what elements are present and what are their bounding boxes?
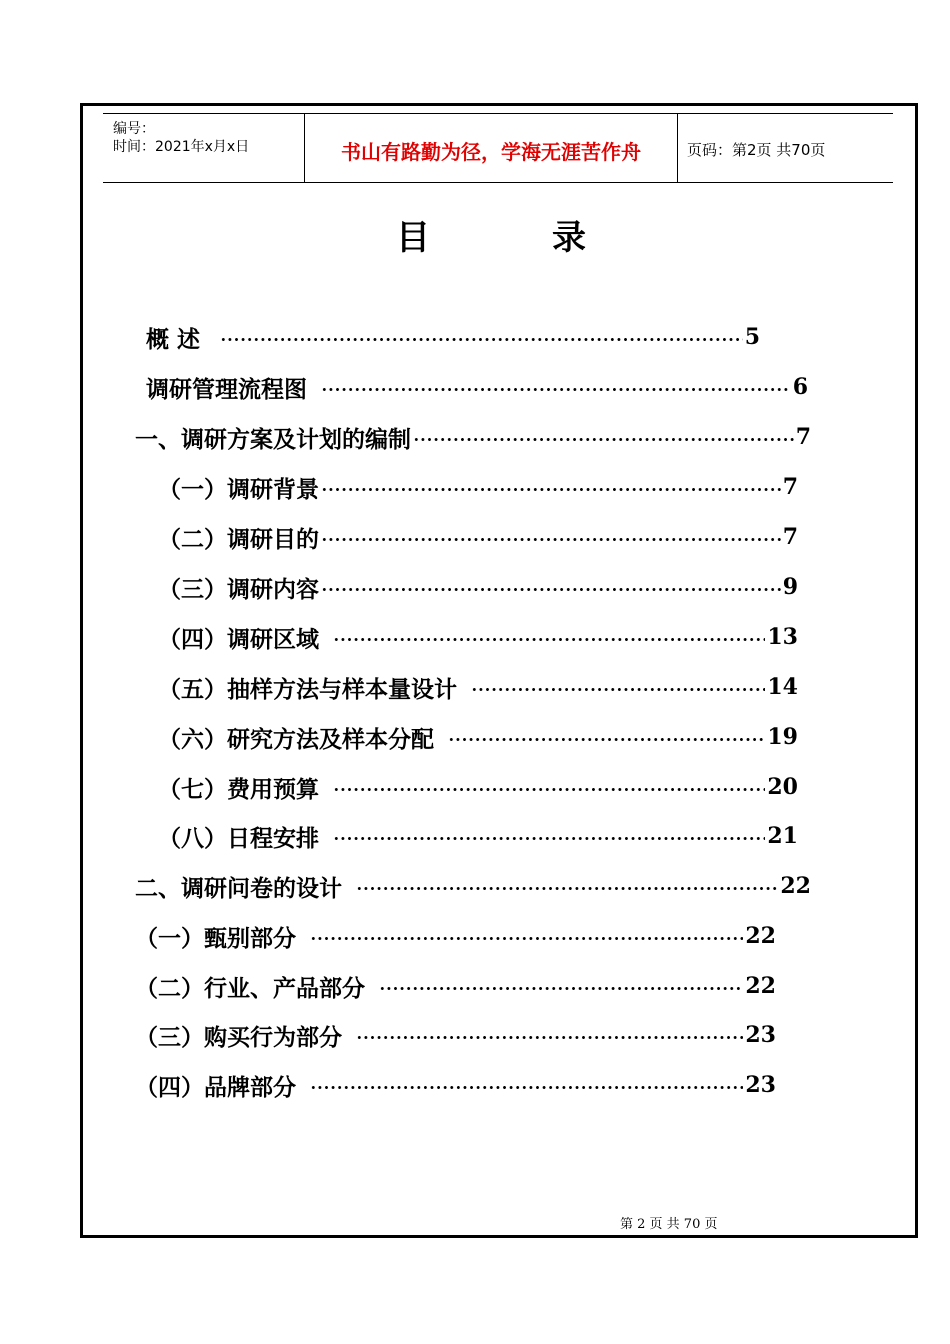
toc-entry-label: 二、调研问卷的设计	[135, 875, 342, 902]
toc-entry[interactable]	[158, 471, 798, 503]
toc-leader-dots	[310, 937, 743, 940]
toc-leader-dots	[413, 438, 794, 441]
toc-entry[interactable]	[146, 321, 760, 353]
toc-entry-label: （二）行业、产品部分	[135, 975, 365, 1002]
toc-entry[interactable]	[135, 920, 776, 952]
toc-leader-dots	[356, 887, 778, 890]
toc-entry-page: 7	[782, 524, 798, 550]
toc-title-char-2: 录	[552, 218, 586, 258]
toc-entry[interactable]	[158, 820, 798, 852]
toc-entry-label: （五）抽样方法与样本量设计	[158, 676, 457, 703]
toc-leader-dots	[220, 338, 743, 341]
header-motto: 书山有路勤为径，学海无涯苦作舟	[341, 140, 641, 164]
toc-entry-label: （二）调研目的	[158, 526, 319, 553]
toc-leader-dots	[379, 987, 743, 990]
toc-entry-page: 22	[745, 923, 776, 949]
toc-entry-page: 19	[767, 724, 798, 750]
toc-entry[interactable]	[135, 1019, 776, 1051]
toc-entry-label: （四）调研区域	[158, 626, 319, 653]
toc-entry[interactable]	[158, 771, 798, 803]
toc-entry-page: 5	[744, 324, 760, 350]
toc-entry-page: 9	[782, 574, 798, 600]
document-header	[103, 113, 893, 183]
toc-entry-label: 概 述	[146, 326, 201, 353]
toc-entry-page: 13	[767, 624, 798, 650]
toc-entry-page: 14	[767, 674, 798, 700]
toc-entry[interactable]	[146, 371, 808, 403]
toc-entry[interactable]	[135, 970, 776, 1002]
toc-entry[interactable]	[158, 571, 798, 603]
toc-title-char-1: 目	[396, 218, 430, 258]
toc-leader-dots	[471, 688, 765, 691]
toc-entry[interactable]	[158, 721, 798, 753]
page-footer: 第 2 页 共 70 页	[620, 1217, 718, 1232]
toc-entry-label: （六）研究方法及样本分配	[158, 726, 434, 753]
header-page-info: 页码：第2页 共70页	[687, 141, 826, 159]
toc-entry-page: 7	[795, 424, 811, 450]
toc-leader-dots	[448, 738, 765, 741]
toc-entry-page: 23	[745, 1022, 776, 1048]
document-time-label: 时间：2021年x月x日	[113, 139, 250, 155]
toc-entry-label: （八）日程安排	[158, 825, 319, 852]
toc-leader-dots	[321, 388, 791, 391]
toc-entry[interactable]	[135, 870, 811, 902]
toc-entry[interactable]	[158, 671, 798, 703]
toc-leader-dots	[310, 1086, 743, 1089]
toc-leader-dots	[333, 837, 765, 840]
toc-entry-page: 22	[745, 973, 776, 999]
header-right-cell	[678, 114, 893, 182]
header-middle-cell	[304, 114, 678, 182]
toc-leader-dots	[333, 638, 765, 641]
toc-entry-label: （三）调研内容	[158, 576, 319, 603]
toc-entry[interactable]	[158, 621, 798, 653]
toc-entry-page: 7	[782, 474, 798, 500]
toc-leader-dots	[356, 1036, 743, 1039]
document-number-label: 编号：	[113, 121, 155, 137]
toc-entry-page: 21	[767, 823, 798, 849]
toc-entry-label: 一、调研方案及计划的编制	[135, 426, 411, 453]
toc-entry[interactable]	[135, 421, 811, 453]
toc-entry-page: 20	[767, 774, 798, 800]
toc-entry-label: （一）调研背景	[158, 476, 319, 503]
toc-entry-label: （一）甄别部分	[135, 925, 296, 952]
toc-leader-dots	[333, 788, 765, 791]
toc-entry-label: （七）费用预算	[158, 776, 319, 803]
toc-entry-label: （四）品牌部分	[135, 1074, 296, 1101]
toc-entry-page: 22	[780, 873, 811, 899]
toc-entry[interactable]	[158, 521, 798, 553]
toc-entry-page: 23	[745, 1072, 776, 1098]
toc-leader-dots	[321, 588, 781, 591]
header-left-cell	[103, 114, 304, 182]
toc-leader-dots	[321, 538, 781, 541]
toc-entry[interactable]	[135, 1069, 776, 1101]
toc-entry-label: 调研管理流程图	[146, 376, 307, 403]
toc-leader-dots	[321, 488, 781, 491]
toc-entry-page: 6	[792, 374, 808, 400]
toc-entry-label: （三）购买行为部分	[135, 1024, 342, 1051]
